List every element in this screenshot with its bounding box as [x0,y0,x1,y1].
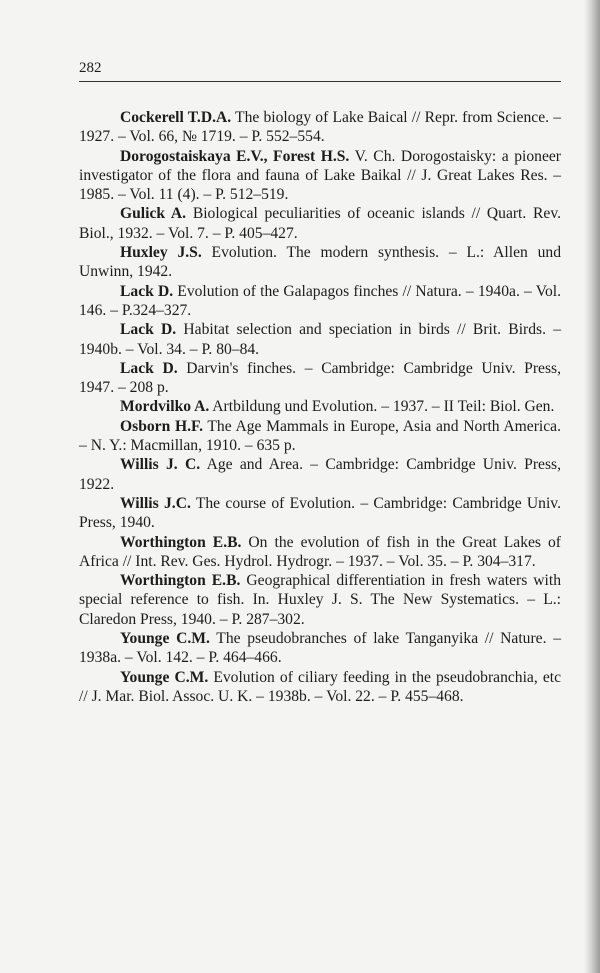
reference-entry [79,359,561,398]
reference-text: Darvin's finches. – Cambridge: Cambridge Univ. Press, 1947. – 208 p. [79,359,561,397]
reference-list [79,108,561,706]
reference-entry [79,533,561,572]
reference-entry [79,397,561,416]
reference-entry [79,147,561,205]
page-header [79,58,561,86]
header-rule [79,81,561,82]
reference-author: Mordvilko A. [120,398,210,416]
reference-entry [79,204,561,243]
reference-text: The Age Mammals in Europe, Asia and North America. – N. Y.: Macmillan, 1910. – 635 p. [79,417,561,455]
reference-entry [79,243,561,282]
reference-author: Gulick A. [120,205,187,223]
reference-text: The biology of Lake Baical // Repr. from Science. – 1927. – Vol. 66, № 1719. – P. 552–554. [79,109,561,146]
reference-text: Evolution of the Galapagos finches // Natura. – 1940a. – Vol. 146. – P.324–327. [79,282,561,319]
reference-entry [79,320,561,359]
reference-text: Evolution of ciliary feeding in the pseudobranchia, etc // J. Mar. Biol. Assoc. U. K. – 1938b. – Vol. 22. – P. 455–468. [79,668,561,705]
reference-entry [79,571,561,629]
reference-author: Lack D. [120,321,177,339]
scan-edge-shadow [584,0,600,973]
reference-entry [79,629,561,668]
reference-text: Evolution. The modern synthesis. – L.: Allen und Unwinn, 1942. [79,244,561,281]
reference-text: Biological peculiarities of oceanic islands // Quart. Rev. Biol., 1932. – Vol. 7. – P. 405–427. [79,205,562,242]
reference-entry [79,668,561,707]
reference-author: Lack D. [120,282,174,300]
reference-author: Cockerell T.D.A. [120,109,232,126]
reference-author: Willis J. C. [120,456,201,474]
reference-entry [79,494,561,533]
reference-text: The course of Evolution. – Cambridge: Cambridge Univ. Press, 1940. [79,494,561,532]
reference-author: Willis J.C. [120,494,191,512]
reference-author: Younge C.M. [120,630,210,648]
reference-text: The pseudobranches of lake Tanganyika // Nature. – 1938a. – Vol. 142. – P. 464–466. [79,630,561,667]
reference-author: Huxley J.S. [120,244,202,262]
reference-text: Artbildung und Evolution. – 1937. – II Teil: Biol. Gen. [209,398,555,416]
reference-author: Worthington E.B. [120,533,242,551]
reference-text: V. Ch. Dorogostaisky: a pioneer investigator of the flora and fauna of Lake Baikal // J. Great Lakes Res. – 1985. – Vol. 11 (4). – P. 512–519. [79,147,561,204]
reference-author: Lack D. [120,359,178,377]
reference-author: Younge C.M. [120,668,209,686]
reference-author: Worthington E.B. [120,572,241,590]
reference-entry [79,417,561,456]
page-number: 282 [79,60,102,76]
reference-text: On the evolution of fish in the Great Lakes of Africa // Int. Rev. Ges. Hydrol. Hydrogr. – 1937. – Vol. 35. – P. 304–317. [79,533,561,570]
reference-text: Age and Area. – Cambridge: Cambridge Univ. Press, 1922. [79,456,561,493]
reference-author: Osborn H.F. [120,417,203,435]
reference-text: Habitat selection and speciation in birds // Brit. Birds. – 1940b. – Vol. 34. – P. 80–84. [79,321,561,358]
reference-author: Dorogostaiskaya E.V., Forest H.S. [120,147,350,165]
reference-entry [79,282,561,321]
reference-entry [79,108,561,147]
reference-text: Geographical differentiation in fresh waters with special reference to fish. In. Huxley J. S. The New Systematics. – L.: Claredon Press, 1940. – P. 287–302. [79,572,562,628]
reference-entry [79,455,561,494]
